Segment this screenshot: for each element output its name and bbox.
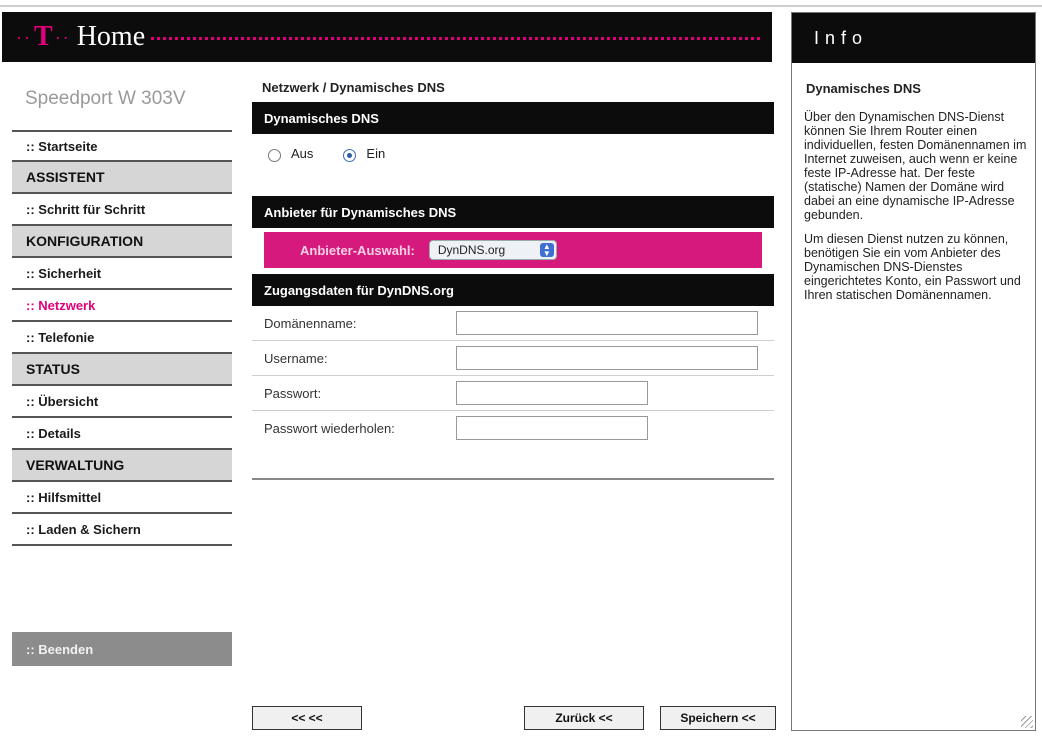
top-rule bbox=[0, 5, 1042, 7]
back-back-button[interactable]: << << bbox=[252, 706, 362, 730]
password-input[interactable] bbox=[456, 381, 648, 405]
provider-row bbox=[264, 232, 762, 268]
section-header-dyndns: Dynamisches DNS bbox=[252, 102, 774, 134]
form-row-domain bbox=[252, 306, 774, 341]
radio-ein-label: Ein bbox=[366, 146, 386, 161]
info-paragraph-1: Über den Dynamischen DNS-Dienst können Sie Ihrem Router einen individuellen, festen Domänennamen im Internet zuweisen, auch wenn er keine feste IP-Adresse hat. Der feste (statische) Namen der Domäne wird dabei an eine dynamische IP-Adresse gebunden. bbox=[804, 110, 1027, 222]
sidebar-item-schritt-fuer-schritt[interactable]: :: Schritt für Schritt bbox=[12, 194, 232, 226]
section-header-credentials: Zugangsdaten für DynDNS.org bbox=[252, 274, 774, 306]
provider-select[interactable] bbox=[429, 240, 557, 260]
section-header-provider: Anbieter für Dynamisches DNS bbox=[252, 196, 774, 228]
sidebar-item-sicherheit[interactable]: :: Sicherheit bbox=[12, 258, 232, 290]
sidebar-item-startseite[interactable]: :: Startseite bbox=[12, 130, 232, 162]
sidebar-section-assistent: ASSISTENT bbox=[12, 162, 232, 194]
resize-grip-icon[interactable] bbox=[1021, 716, 1033, 728]
sidebar-item-uebersicht[interactable]: :: Übersicht bbox=[12, 386, 232, 418]
device-model: Speedport W 303V bbox=[25, 88, 186, 109]
sidebar-section-status: STATUS bbox=[12, 354, 232, 386]
password-repeat-label: Passwort wiederholen: bbox=[264, 420, 395, 436]
info-header: Info bbox=[792, 13, 1035, 63]
sidebar-section-verwaltung: VERWALTUNG bbox=[12, 450, 232, 482]
radio-aus-circle-icon[interactable] bbox=[268, 149, 281, 162]
sidebar bbox=[12, 62, 232, 722]
form-row-password bbox=[252, 376, 774, 411]
radio-ein-circle-icon[interactable] bbox=[343, 149, 356, 162]
save-button[interactable]: Speichern << bbox=[660, 706, 776, 730]
sidebar-item-netzwerk[interactable]: :: Netzwerk bbox=[12, 290, 232, 322]
domain-label: Domänenname: bbox=[264, 315, 357, 331]
info-paragraph-2: Um diesen Dienst nutzen zu können, benötigen Sie ein vom Anbieter des Dynamischen DNS-Dienstes eingerichtetes Konto, ein Passwort und Ihren statischen Domänennamen. bbox=[804, 232, 1021, 302]
info-panel bbox=[791, 12, 1036, 731]
sidebar-section-konfiguration: KONFIGURATION bbox=[12, 226, 232, 258]
form-row-username bbox=[252, 341, 774, 376]
sidebar-item-details[interactable]: :: Details bbox=[12, 418, 232, 450]
back-button[interactable]: Zurück << bbox=[524, 706, 644, 730]
sidebar-item-hilfsmittel[interactable]: :: Hilfsmittel bbox=[12, 482, 232, 514]
dyndns-toggle-group bbox=[252, 134, 774, 196]
form-end-divider bbox=[252, 478, 774, 480]
sidebar-item-laden-sichern[interactable]: :: Laden & Sichern bbox=[12, 514, 232, 546]
info-title: Dynamisches DNS bbox=[806, 81, 921, 96]
provider-label: Anbieter-Auswahl: bbox=[300, 242, 415, 258]
radio-aus-label: Aus bbox=[291, 146, 314, 161]
brand-home-text: Home bbox=[76, 21, 146, 52]
header-dotline bbox=[151, 37, 760, 42]
domain-input[interactable] bbox=[456, 311, 758, 335]
form-row-password-repeat bbox=[252, 411, 774, 445]
radio-aus[interactable] bbox=[268, 146, 313, 161]
logout-button[interactable]: :: Beenden bbox=[12, 632, 232, 666]
provider-select-value: DynDNS.org bbox=[437, 243, 506, 257]
breadcrumb: Netzwerk / Dynamisches DNS bbox=[262, 80, 445, 95]
password-repeat-input[interactable] bbox=[456, 416, 648, 440]
sidebar-item-telefonie[interactable]: :: Telefonie bbox=[12, 322, 232, 354]
telekom-logo: ·· T ·· Home bbox=[16, 21, 146, 52]
main-content bbox=[252, 62, 774, 732]
username-input[interactable] bbox=[456, 346, 758, 370]
header-bar bbox=[2, 12, 772, 62]
select-arrows-icon: ▲ ▼ bbox=[540, 243, 554, 257]
username-label: Username: bbox=[264, 350, 328, 366]
radio-ein[interactable] bbox=[343, 146, 385, 161]
password-label: Passwort: bbox=[264, 385, 322, 401]
